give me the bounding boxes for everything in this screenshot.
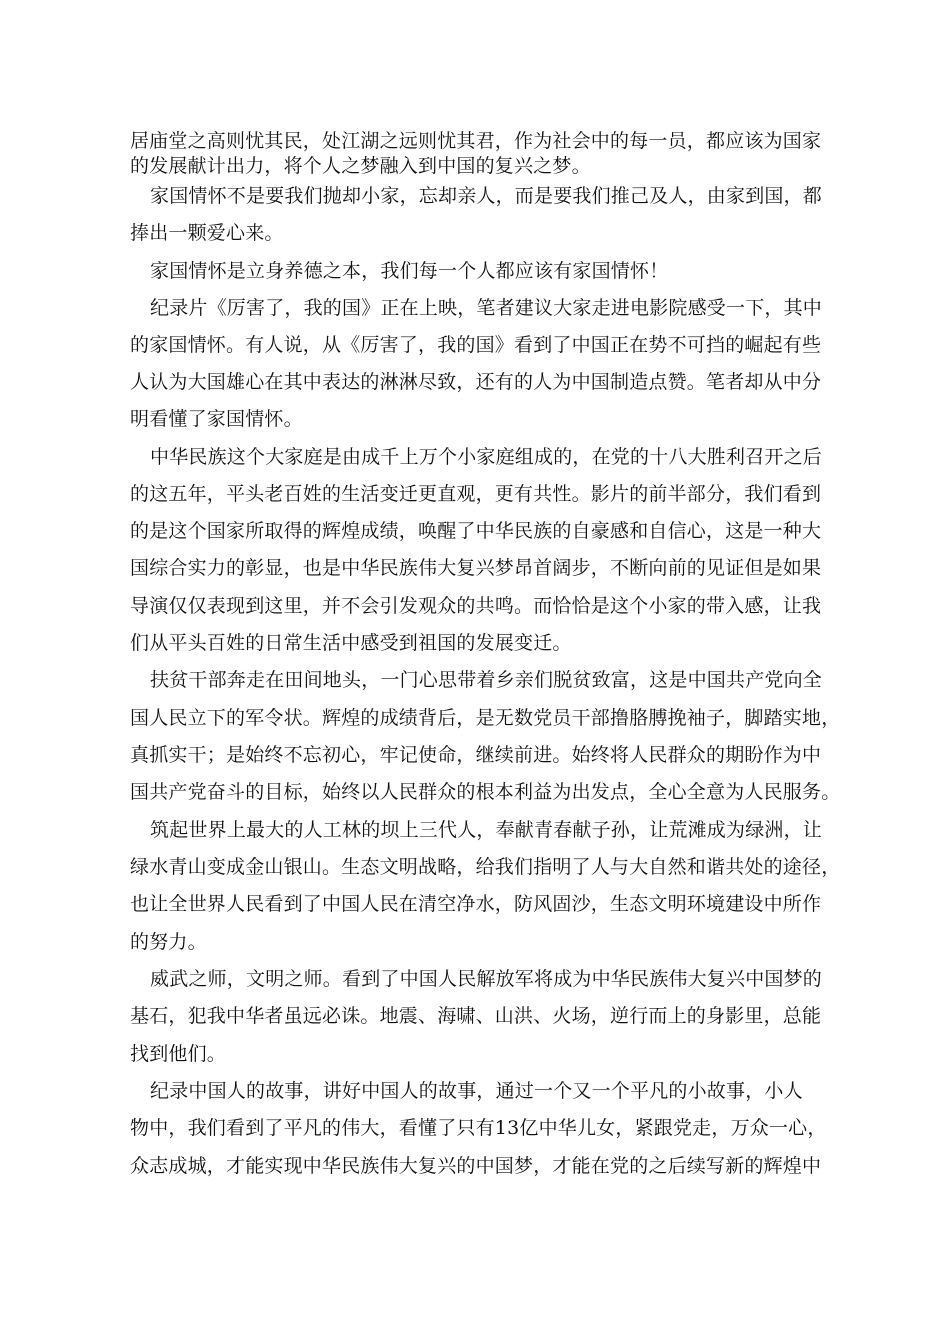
text-line: 也让全世界人民看到了中国人民在清空净水，防风固沙，生态文明环境建设中所作 [130,893,822,915]
text-line: 众志成城，才能实现中华民族伟大复兴的中国梦，才能在党的之后续写新的辉煌中 [130,1155,822,1177]
paragraph-first-line: 扶贫干部奔走在田间地头，一门心思带着乡亲们脱贫致富，这是中国共产党向全 [150,669,823,691]
text-line: 的这五年，平头老百姓的生活变迁更直观，更有共性。影片的前半部分，我们看到 [130,483,822,505]
text-line: 真抓实干；是始终不忘初心，牢记使命，继续前进。始终将人民群众的期盼作为中 [130,744,822,766]
text-line: 居庙堂之高则忧其民，处江湖之远则忧其君，作为社会中的每一员，都应该为国家 [130,130,822,152]
text-line: 导演仅仅表现到这里，并不会引发观众的共鸣。而恰恰是这个小家的带入感，让我 [130,595,822,617]
text-line: 人认为大国雄心在其中表达的淋淋尽致，还有的人为中国制造点赞。笔者却从中分 [130,371,822,393]
text-line: 国综合实力的彰显，也是中华民族伟大复兴梦昂首阔步，不断向前的见证但是如果 [130,557,822,579]
text-line: 基石，犯我中华者虽远必诛。地震、海啸、山洪、火场，逆行而上的身影里，总能 [130,1005,822,1027]
paragraph-first-line: 中华民族这个大家庭是由成千上万个小家庭组成的，在党的十八大胜利召开之后 [150,446,823,468]
paragraph-first-line: 纪录中国人的故事，讲好中国人的故事，通过一个又一个平凡的小故事，小人 [150,1080,803,1102]
paragraph-first-line: 威武之师，文明之师。看到了中国人民解放军将成为中华民族伟大复兴中国梦的 [150,968,823,990]
text-line: 的努力。 [130,931,207,953]
text-line: 的家国情怀。有人说，从《厉害了，我的国》看到了中国正在势不可挡的崛起有些 [130,334,822,356]
text-line: 们从平头百姓的日常生活中感受到祖国的发展变迁。 [130,632,572,654]
paragraph-first-line: 家国情怀不是要我们抛却小家，忘却亲人，而是要我们推己及人，由家到国，都 [150,185,823,207]
paragraph-first-line: 家国情怀是立身养德之本，我们每一个人都应该有家国情怀！ [150,260,669,282]
paragraph-first-line: 筑起世界上最大的人工林的坝上三代人，奉献青春献子孙，让荒滩成为绿洲，让 [150,819,823,841]
text-line: 的发展献计出力，将个人之梦融入到中国的复兴之梦。 [130,155,591,177]
text-line: 物中，我们看到了平凡的伟大，看懂了只有13亿中华儿女，紧跟党走，万众一心， [130,1117,827,1139]
text-line: 绿水青山变成金山银山。生态文明战略，给我们指明了人与大自然和谐共处的途径， [130,856,841,878]
text-line: 国人民立下的军令状。辉煌的成绩背后，是无数党员干部撸胳膊挽袖子，脚踏实地， [130,707,841,729]
text-line: 的是这个国家所取得的辉煌成绩，唤醒了中华民族的自豪感和自信心，这是一种大 [130,520,822,542]
text-line: 国共产党奋斗的目标，始终以人民群众的根本利益为出发点，全心全意为人民服务。 [130,781,841,803]
paragraph-first-line: 纪录片《厉害了，我的国》正在上映，笔者建议大家走进电影院感受一下，其中 [150,297,823,319]
text-line: 找到他们。 [130,1043,227,1065]
text-line: 明看懂了家国情怀。 [130,408,303,430]
text-line: 捧出一颗爱心来。 [130,222,284,244]
